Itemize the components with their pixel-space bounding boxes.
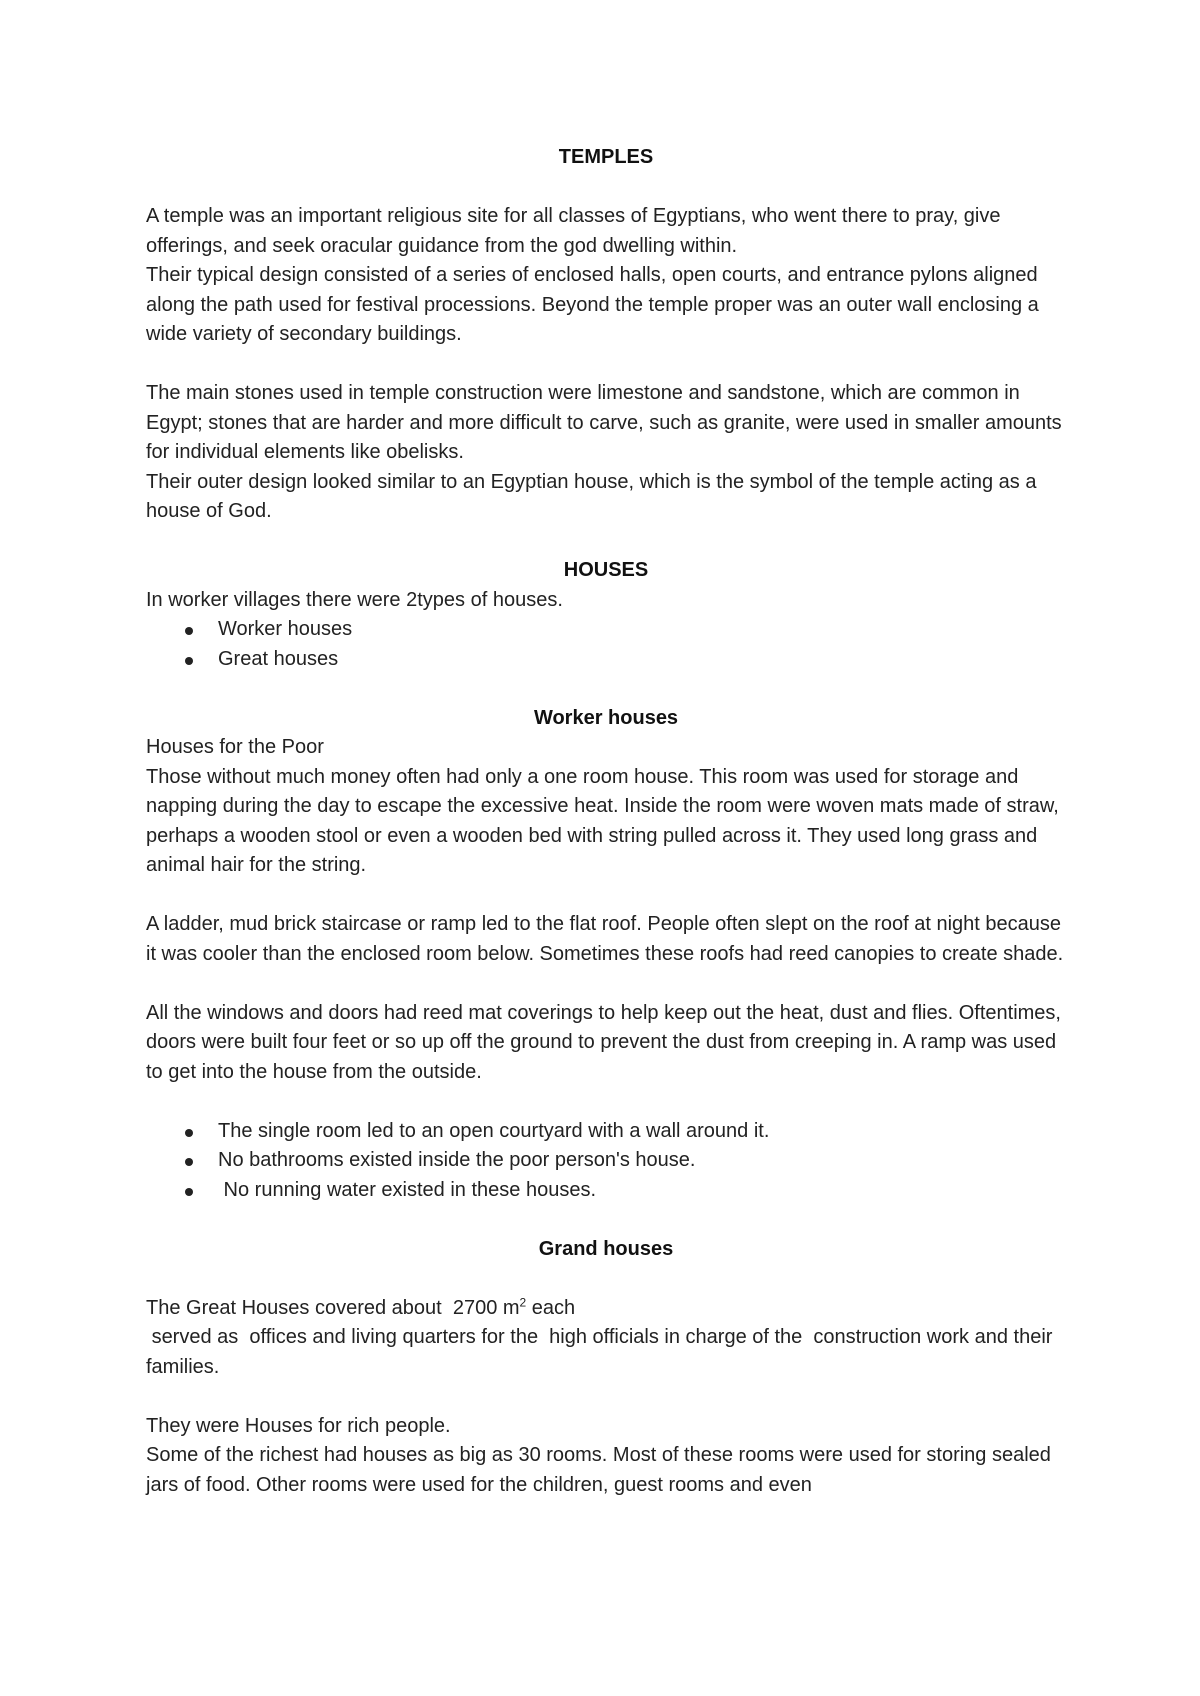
spacer	[146, 674, 1066, 704]
temples-heading: TEMPLES	[558, 146, 654, 168]
grand-houses-area-text: The Great Houses covered about 2700 m	[146, 1296, 520, 1319]
spacer	[146, 350, 1066, 380]
worker-houses-subtitle: Houses for the Poor	[146, 736, 324, 758]
temples-paragraph-2: Their typical design consisted of a series of enclosed halls, open courts, and entrance pylons aligned along the path used for festival processions. Beyond the temple proper was an outer wall enclosing a wide variety of secondary buildings.	[146, 264, 1039, 345]
house-types-list	[146, 615, 1066, 674]
spacer	[146, 1087, 1066, 1117]
list-item: No bathrooms existed inside the poor person's house.	[218, 1146, 1066, 1176]
houses-heading: HOUSES	[563, 559, 649, 581]
grand-houses-heading: Grand houses	[538, 1237, 674, 1260]
list-item: No running water existed in these houses.	[218, 1176, 1066, 1206]
worker-houses-facts-list	[146, 1117, 1066, 1206]
spacer	[146, 1205, 1066, 1235]
worker-houses-paragraph-2: A ladder, mud brick staircase or ramp led to the flat roof. People often slept on the roof at night because it was cooler than the enclosed room below. Sometimes these roofs had reed canopies to create shade.	[146, 913, 1064, 965]
grand-houses-paragraph-3: Some of the richest had houses as big as 30 rooms. Most of these rooms were used for storing sealed jars of food. Other rooms were used for the children, guest rooms and even	[146, 1444, 1051, 1496]
temples-paragraph-3: The main stones used in temple construction were limestone and sandstone, which are common in Egypt; stones that are harder and more difficult to carve, such as granite, were used in smaller amounts for individual elements like obelisks.	[146, 382, 1062, 463]
worker-houses-paragraph-3: All the windows and doors had reed mat coverings to help keep out the heat, dust and flies. Oftentimes, doors were built four feet or so up off the ground to prevent the dust from creeping in. A ramp was used to get into the house from the outside.	[146, 1001, 1061, 1083]
spacer	[146, 527, 1066, 557]
worker-houses-heading: Worker houses	[533, 706, 679, 729]
houses-intro: In worker villages there were 2types of houses.	[146, 588, 563, 611]
grand-houses-paragraph-1: served as offices and living quarters for the high officials in charge of the construction work and their families.	[146, 1326, 1064, 1378]
spacer	[146, 1264, 1066, 1294]
temples-paragraph-4: Their outer design looked similar to an Egyptian house, which is the symbol of the temple acting as a house of God.	[146, 470, 1037, 522]
list-item: Worker houses	[218, 615, 1066, 645]
grand-houses-area-suffix: each	[526, 1296, 576, 1319]
worker-houses-paragraph-1: Those without much money often had only a one room house. This room was used for storage and napping during the day to escape the excessive heat. Inside the room were woven mats made of straw, perhaps a wooden stool or even a wooden bed with string pulled across it. They used long grass and animal hair for the string.	[146, 765, 1059, 876]
grand-houses-paragraph-2: They were Houses for rich people.	[146, 1414, 451, 1437]
list-item: The single room led to an open courtyard with a wall around it.	[218, 1117, 1066, 1147]
spacer	[146, 1382, 1066, 1412]
temples-paragraph-1: A temple was an important religious site for all classes of Egyptians, who went there to pray, give offerings, and seek oracular guidance from the god dwelling within.	[146, 205, 1001, 257]
spacer	[146, 173, 1066, 203]
grand-houses-area	[146, 1294, 1066, 1324]
spacer	[146, 881, 1066, 911]
list-item: Great houses	[218, 645, 1066, 675]
spacer	[146, 969, 1066, 999]
document-body	[146, 143, 1066, 1500]
area-superscript: 2	[519, 1294, 527, 1309]
